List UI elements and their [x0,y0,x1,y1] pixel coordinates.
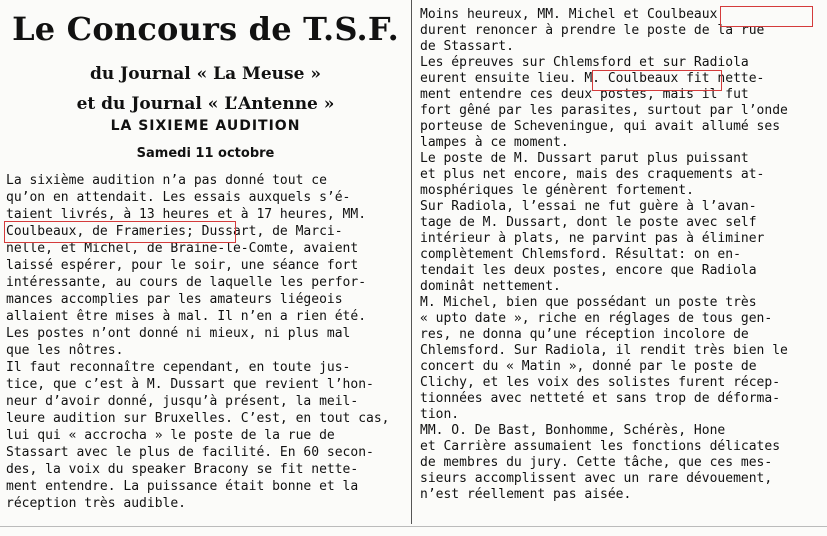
body-line: allaient être mises à mal. Il n’en a rien été. [6,309,367,324]
body-line: leure audition sur Bruxelles. C’est, en tout cas, [6,411,390,426]
article-subtitle-2: et du Journal « L’Antenne » [76,94,335,114]
body-line: La sixième audition n’a pas donné tout ce [6,173,327,188]
body-line: eurent ensuite lieu. M. Coulbeaux fit nette- [420,71,765,86]
body-line: tendait les deux postes, encore que Radiola [420,263,757,278]
body-line: et plus net encore, mais des craquements at- [420,167,765,182]
body-line: M. Michel, bien que possédant un poste très [420,295,757,310]
body-line: tion. [420,407,460,422]
article-date: Samedi 11 octobre [136,146,275,161]
body-line: MM. O. De Bast, Bonhomme, Schérès, Hone [420,423,726,438]
body-line: porteuse de Scheveningue, qui avait allumé ses [420,119,781,134]
body-line: tionnées avec netteté et sans trop de déforma- [420,391,781,406]
body-line: des, la voix du speaker Bracony se fit nette- [6,462,359,477]
body-line: de membres du jury. Cette tâche, que ces mes- [420,455,773,470]
section-heading: LA SIXIEME AUDITION [110,118,301,134]
body-line: n’est réellement pas aisée. [420,487,632,502]
body-line: « upto date », riche en réglages de tous gen- [420,311,773,326]
body-line: lui qui « accrocha » le poste de la rue de [6,428,335,443]
body-line: laissé espérer, pour le soir, une séance fort [6,258,359,273]
body-line: res, ne donna qu’une réception incolore de [420,327,749,342]
body-line: Moins heureux, MM. Michel et Coulbeaux [420,7,718,22]
body-line: durent renoncer à prendre le poste de la rue [420,23,765,38]
body-line: Les postes n’ont donné ni mieux, ni plus mal [6,326,351,341]
body-line: Clichy, et les voix des solistes furent récep- [420,375,781,390]
body-line: tage de M. Dussart, dont le poste avec self [420,215,757,230]
body-line: Stassart avec le plus de facilité. En 60 secon- [6,445,374,460]
body-line: ment entendre ces deux postes, mais il fut [420,87,749,102]
body-line: Il faut reconnaître cependant, en toute jus- [6,360,351,375]
body-line: nelle, et Michel, de Braine-le-Comte, avaient [6,241,359,256]
body-line: que les nôtres. [6,343,124,358]
body-line: mances accomplies par les amateurs liégeois [6,292,343,307]
body-line: et Carrière assumaient les fonctions délicates [420,439,781,454]
body-line: intéressante, au cours de laquelle les perfor- [6,275,367,290]
article-subtitle-1: du Journal « La Meuse » [90,64,321,84]
article-title: Le Concours de T.S.F. [12,10,399,48]
body-line: dominât nettement. [420,279,561,294]
body-line: tice, que c’est à M. Dussart que revient l’hon- [6,377,374,392]
body-line: taient livrés, à 13 heures et à 17 heures, MM. [6,207,367,222]
body-line: intérieur à plats, ne parvint pas à éliminer [420,231,765,246]
bottom-rule [0,526,827,527]
body-line: Chlemsford. Sur Radiola, il rendit très bien le [420,343,788,358]
body-line: complètement Chlemsford. Résultat: on en- [420,247,741,262]
body-line: de Stassart. [420,39,514,54]
body-line: Le poste de M. Dussart parut plus puissant [420,151,749,166]
body-line: ment entendre. La puissance était bonne et la [6,479,359,494]
body-line: concert du « Matin », donné par le poste de [420,359,757,374]
body-line: réception très audible. [6,496,187,511]
body-line: Coulbeaux, de Frameries; Dussart, de Marci- [6,224,343,239]
body-line: sieurs accomplissent avec un rare dévouement, [420,471,773,486]
body-line: Les épreuves sur Chlemsford et sur Radiola [420,55,749,70]
body-line: Sur Radiola, l’essai ne fut guère à l’avan- [420,199,757,214]
body-line: lampes à ce moment. [420,135,569,150]
body-line: mosphériques le génèrent fortement. [420,183,694,198]
body-line: fort gêné par les parasites, surtout par l’onde [420,103,788,118]
column-divider [411,0,412,524]
body-line: qu’on en attendait. Les essais auxquels s’é- [6,190,351,205]
body-line: neur d’avoir donné, jusqu’à présent, la meil- [6,394,359,409]
